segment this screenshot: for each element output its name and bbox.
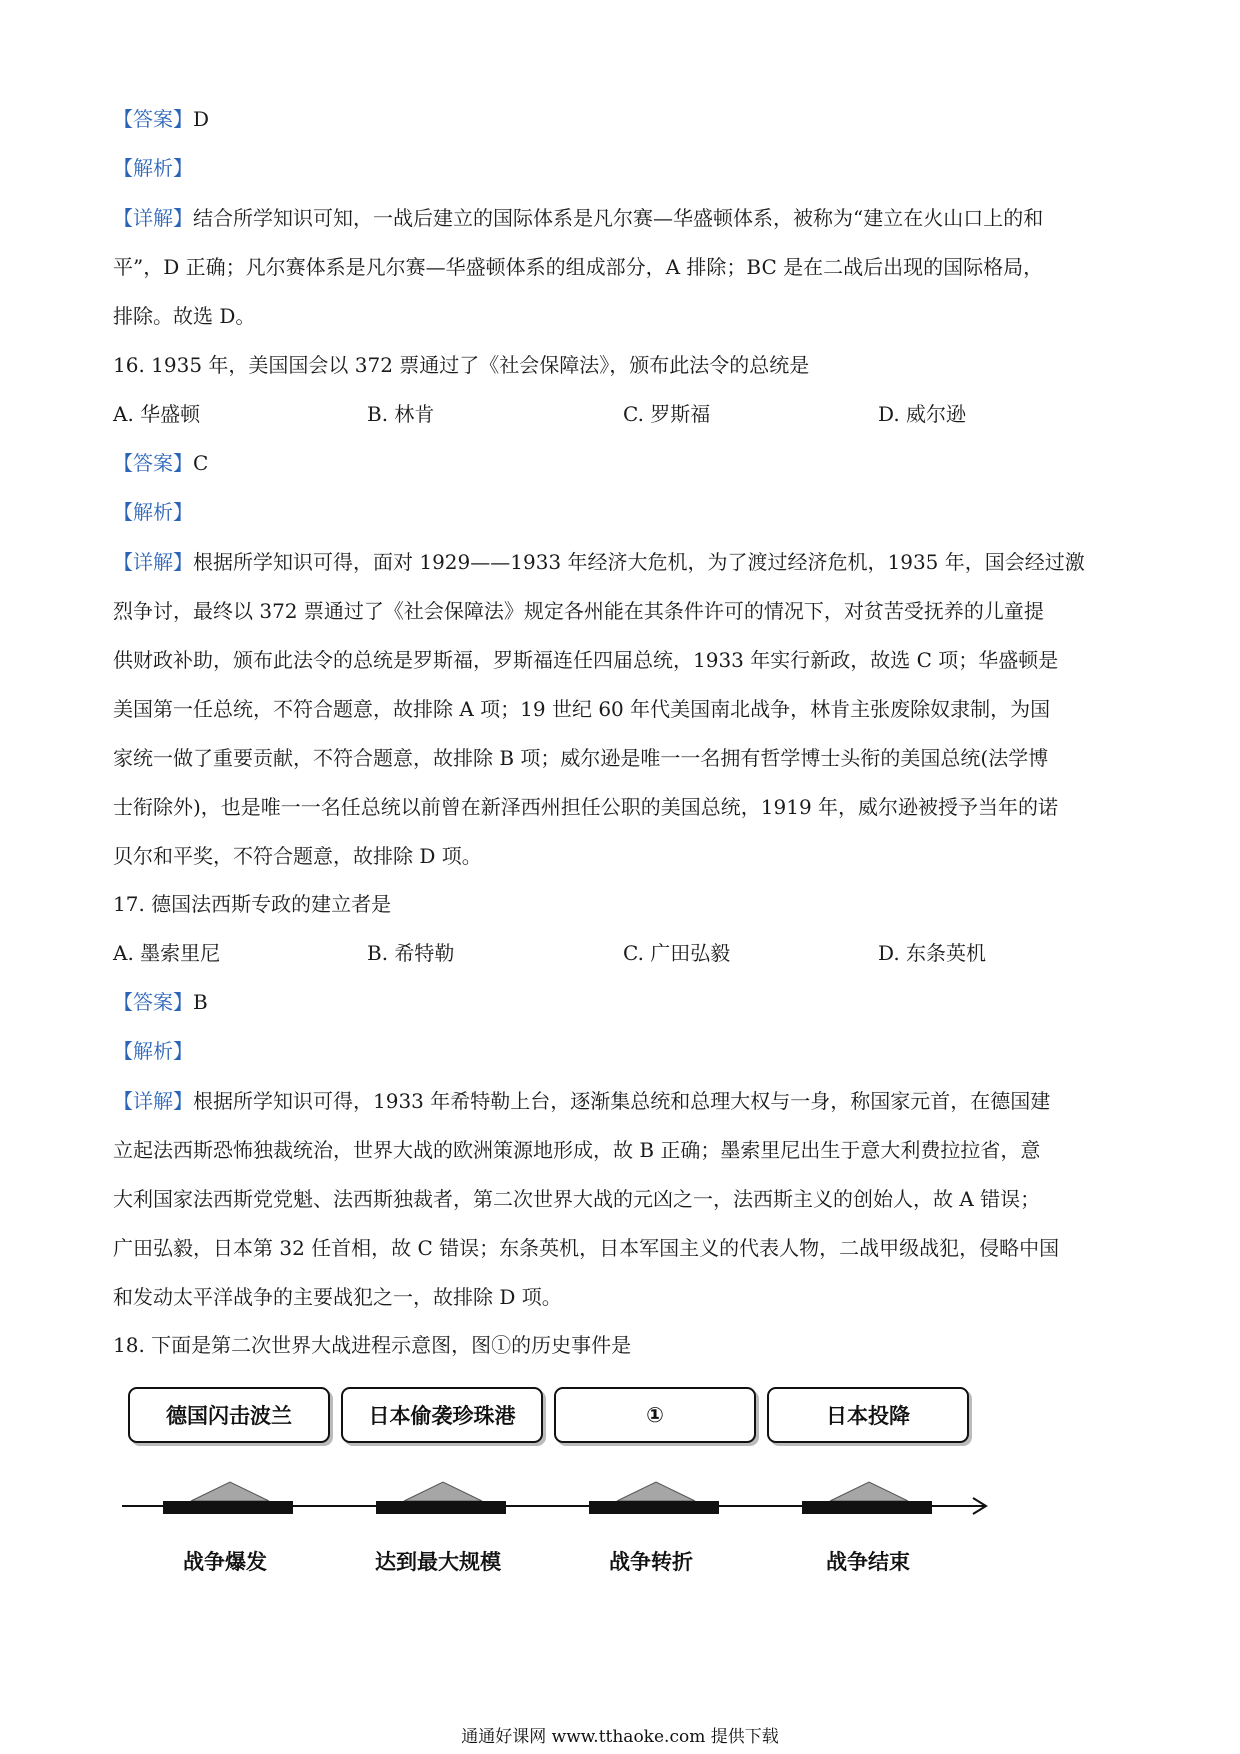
detail-text: 结合所学知识可知，一战后建立的国际体系是凡尔赛—华盛顿体系，被称为“建立在火山口上的和 bbox=[193, 206, 1044, 230]
q17-stem: 17. 德国法西斯专政的建立者是 bbox=[113, 892, 392, 916]
stage-marker-3 bbox=[589, 1482, 719, 1514]
stage-label-end: 战争结束 bbox=[826, 1550, 910, 1574]
q17-option-d: D. 东条英机 bbox=[878, 941, 987, 965]
q15-analysis-tag: 【解析】 bbox=[113, 156, 193, 180]
answer-value: B bbox=[193, 990, 208, 1014]
q16-detail-line-2: 烈争讨，最终以 372 票通过了《社会保障法》规定各州能在其条件许可的情况下，对贫苦受抚养的儿童提 bbox=[113, 599, 1044, 623]
detail-tag: 【详解】 bbox=[113, 550, 193, 574]
q16-detail-line-3: 供财政补助，颁布此法令的总统是罗斯福，罗斯福连任四届总统，1933 年实行新政，故选 C 项；华盛顿是 bbox=[113, 648, 1059, 672]
q17-detail-line-2: 立起法西斯恐怖独裁统治，世界大战的欧洲策源地形成，故 B 正确；墨索里尼出生于意大利费拉拉省，意 bbox=[113, 1138, 1041, 1162]
event-box-poland: 德国闪击波兰 bbox=[128, 1387, 330, 1443]
page-footer: 通通好课网 www.tthaoke.com 提供下载 bbox=[461, 1727, 779, 1747]
q16-answer bbox=[113, 449, 208, 477]
q17-detail-line-5: 和发动太平洋战争的主要战犯之一，故排除 D 项。 bbox=[113, 1285, 562, 1309]
q15-detail-line-3: 排除。故选 D。 bbox=[113, 304, 256, 328]
q17-answer bbox=[113, 988, 208, 1016]
detail-text: 根据所学知识可得，面对 1929——1933 年经济大危机，为了渡过经济危机，1935 年，国会经过激 bbox=[193, 550, 1085, 574]
detail-tag: 【详解】 bbox=[113, 206, 193, 230]
stage-label-turning-point: 战争转折 bbox=[609, 1550, 693, 1574]
q15-detail-line-2: 平”，D 正确；凡尔赛体系是凡尔赛—华盛顿体系的组成部分，A 排除；BC 是在二战后出现的国际格局， bbox=[113, 255, 1044, 279]
q16-detail-line-1 bbox=[113, 548, 1085, 576]
q16-detail-line-6: 士衔除外)，也是唯一一名任总统以前曾在新泽西州担任公职的美国总统，1919 年，威尔逊被授予当年的诺 bbox=[113, 795, 1059, 819]
q16-option-a: A. 华盛顿 bbox=[113, 402, 201, 426]
q17-option-b: B. 希特勒 bbox=[367, 941, 455, 965]
stage-marker-2 bbox=[376, 1482, 506, 1514]
detail-tag: 【详解】 bbox=[113, 1089, 193, 1113]
q17-detail-line-3: 大利国家法西斯党党魁、法西斯独裁者，第二次世界大战的元凶之一，法西斯主义的创始人，故 A 错误； bbox=[113, 1187, 1041, 1211]
q16-detail-line-7: 贝尔和平奖，不符合题意，故排除 D 项。 bbox=[113, 844, 482, 868]
event-box-pearl-harbor: 日本偷袭珍珠港 bbox=[341, 1387, 543, 1443]
q18-stem: 18. 下面是第二次世界大战进程示意图，图①的历史事件是 bbox=[113, 1333, 632, 1357]
q16-stem: 16. 1935 年，美国国会以 372 票通过了《社会保障法》，颁布此法令的总统是 bbox=[113, 353, 810, 377]
q17-analysis-tag: 【解析】 bbox=[113, 1039, 193, 1063]
detail-text: 根据所学知识可得，1933 年希特勒上台，逐渐集总统和总理大权与一身，称国家元首，在德国建 bbox=[193, 1089, 1051, 1113]
q17-option-c: C. 广田弘毅 bbox=[623, 941, 731, 965]
q17-detail-line-4: 广田弘毅，日本第 32 任首相，故 C 错误；东条英机，日本军国主义的代表人物，二战甲级战犯，侵略中国 bbox=[113, 1236, 1060, 1260]
q16-detail-line-5: 家统一做了重要贡献，不符合题意，故排除 B 项；威尔逊是唯一一名拥有哲学博士头衔的美国总统(法学博 bbox=[113, 746, 1049, 770]
stage-marker-4 bbox=[802, 1482, 932, 1514]
q16-option-b: B. 林肯 bbox=[367, 402, 435, 426]
q16-option-d: D. 威尔逊 bbox=[878, 402, 967, 426]
q15-detail-line-1 bbox=[113, 204, 1043, 232]
q17-detail-line-1 bbox=[113, 1087, 1050, 1115]
answer-value: D bbox=[193, 107, 210, 131]
stage-marker-1 bbox=[163, 1482, 293, 1514]
stage-label-largest-scale: 达到最大规模 bbox=[375, 1550, 501, 1574]
q16-detail-line-4: 美国第一任总统，不符合题意，故排除 A 项；19 世纪 60 年代美国南北战争，林肯主张废除奴隶制，为国 bbox=[113, 697, 1051, 721]
q16-analysis-tag: 【解析】 bbox=[113, 500, 193, 524]
answer-tag: 【答案】 bbox=[113, 451, 193, 475]
q15-answer bbox=[113, 105, 209, 133]
event-box-unknown: ① bbox=[554, 1387, 756, 1443]
event-box-japan-surrender: 日本投降 bbox=[767, 1387, 969, 1443]
q16-option-c: C. 罗斯福 bbox=[623, 402, 711, 426]
answer-tag: 【答案】 bbox=[113, 990, 193, 1014]
answer-value: C bbox=[193, 451, 209, 475]
stage-label-outbreak: 战争爆发 bbox=[183, 1550, 267, 1574]
answer-tag: 【答案】 bbox=[113, 107, 193, 131]
q17-option-a: A. 墨索里尼 bbox=[113, 941, 221, 965]
